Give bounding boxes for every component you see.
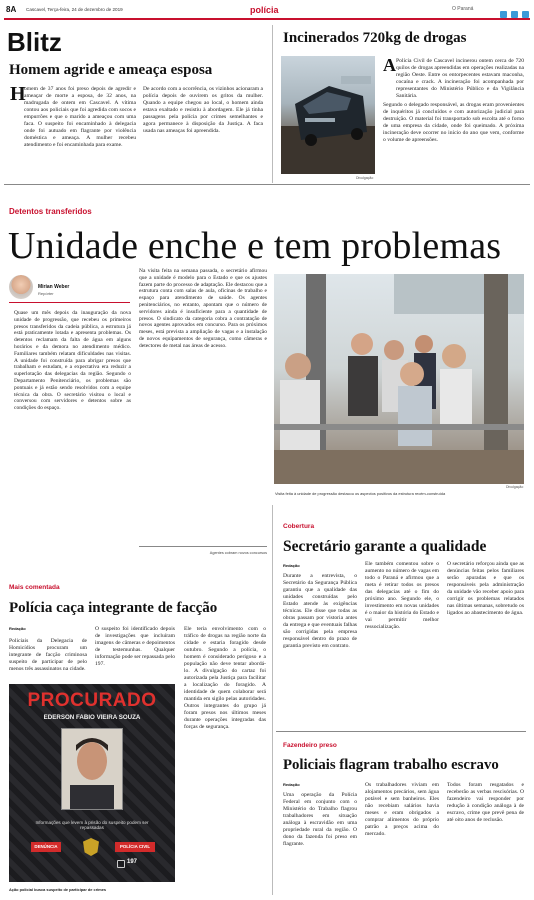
facebook-icon	[500, 11, 507, 18]
visit-group-image	[274, 274, 524, 484]
social-icons	[500, 5, 530, 12]
unidade-photo	[274, 274, 524, 484]
suspect-face-image	[62, 729, 122, 809]
blitz-section-title: Blitz	[7, 27, 62, 57]
page-number: 8A	[6, 5, 17, 14]
author-rule	[9, 302, 130, 303]
author-role: Repórter	[38, 291, 54, 296]
police-car-image	[281, 56, 375, 174]
instagram-icon	[522, 11, 529, 18]
incinerados-photo	[281, 56, 375, 174]
incinerados-col1: Polícia Civil de Cascavel incinerou ontem cerca de 720 quilos de drogas apreendidas em operações realizadas na região Oeste. Entre os entorpecentes estavam maconha, cocaína e crack. A incineração foi acompanhada por representantes do Ministério Público e da Vigilância Sanitária.	[396, 58, 524, 98]
section-divider	[276, 731, 526, 732]
incinerados-headline: Incinerados 720kg de drogas	[283, 30, 467, 46]
blitz-drop-cap: H	[10, 83, 26, 105]
blitz-col1: omem de 37 anos foi preso depois de agredir e ameaçar de morte a esposa, de 32 anos, na madrugada de ontem em Cascavel. A vítima contou aos policiais que foi agredida com socos e empurrões e que o marido a ameaçou com uma faca. O suspeito foi encaminhado à delegacia onde foi autuado em flagrante por violência doméstica e ameaça. A mulher recebeu atendimento e foi encaminhada para exame.	[24, 86, 136, 148]
paper-name: O Paraná	[452, 6, 474, 12]
incinerados-photo-credit: Divulgação	[356, 176, 374, 180]
unidade-headline: Unidade enche e tem problemas	[8, 225, 502, 267]
column-divider	[272, 505, 273, 895]
phone-icon	[117, 860, 125, 868]
sidebar-rule	[139, 546, 267, 547]
author-avatar	[9, 275, 33, 299]
secretario-kicker: Cobertura	[283, 523, 315, 530]
poster-phone: 197	[127, 859, 138, 865]
secretario-byline: Redação	[283, 563, 300, 568]
blitz-headline: Homem agride e ameaça esposa	[9, 62, 213, 78]
unidade-photo-credit: Divulgação	[506, 485, 524, 489]
secretario-headline: Secretário garante a qualidade	[283, 538, 487, 555]
fazendeiro-headline: Policiais flagram trabalho escravo	[283, 757, 499, 773]
fazendeiro-col1: Uma operação da Polícia Federal em conjunto com o Ministério do Trabalho flagrou trabalhadores em situação análoga à escravidão em uma propriedade rural da região. O dono da fazenda foi preso em flagrante.	[283, 792, 357, 847]
unidade-kicker: Detentos transferidos	[9, 207, 92, 216]
incinerados-drop-cap: A	[383, 55, 396, 75]
date-line: Cascavel, Terça-feira, 24 de dezembro de 2019	[26, 7, 123, 12]
fazendeiro-col3: Todos foram resgatados e receberão as verbas rescisórias. O fazendeiro vai responder por redução à condição análoga à de escravo, crime que prevê pena de até oito anos de reclusão.	[447, 782, 524, 823]
fazendeiro-kicker: Fazendeiro preso	[283, 742, 337, 749]
author-name: Mirian Weber	[38, 284, 70, 290]
policia-col3: Ele teria envolvimento com o tráfico de drogas na região norte da cidade e estaria foragido desde outubro. Segundo a polícia, o homem é considerado perigoso e a população não deve tentar abordá-lo. A divulgação do cartaz foi autorizada pela Justiça para facilitar a localização do foragido. A identidade de quem colaborar será mantida em sigilo pelas autoridades. Outros integrantes do grupo já foram presos nos últimos meses durante operações integradas das forças de segurança.	[184, 626, 266, 730]
poster-badge-left: DENÚNCIA	[31, 842, 61, 852]
header-rule	[4, 18, 530, 20]
suspect-photo	[61, 728, 123, 810]
twitter-icon	[511, 11, 518, 18]
unidade-sidebar-caption: Agentes cobram novos concursos	[209, 551, 267, 555]
poster-footer: Informações que levem à prisão do suspeito podem ser repassadas	[35, 820, 149, 830]
blitz-col2: De acordo com a ocorrência, os vizinhos acionaram a polícia depois de ouvirem os gritos da mulher. Quando a equipe chegou ao local, o homem ainda estava exaltado e resistiu à abordagem. Ele já tinha passagens pela polícia por crimes semelhantes e agora permanece à disposição da Justiça. A faca usada nas ameaças foi apreendida.	[143, 86, 263, 134]
incinerados-col2: Segundo o delegado responsável, as drogas eram provenientes de inquéritos já concluídos e com autorização judicial para destruição. O material foi transportado sob escolta até o forno de uma empresa da cidade, onde foi queimado. A próxima incineração deve ocorrer no início do ano que vem, conforme o volume de apreensões.	[383, 102, 524, 143]
poster-title: PROCURADO	[27, 690, 157, 711]
section-label: polícia	[250, 5, 279, 15]
policia-headline: Polícia caça integrante de facção	[9, 600, 218, 616]
secretario-col2: Ele também comentou sobre o aumento no número de vagas em todo o Paraná e afirmou que a meta é retirar todos os presos das delegacias até o fim do próximo ano. Segundo ele, o investimento em novas unidades é o maior da história do Estado e vai permitir melhor ressocialização.	[365, 561, 439, 630]
section-divider	[4, 184, 530, 185]
policia-col2: O suspeito foi identificado depois de investigações que incluíram imagens de câmeras e depoimentos de testemunhas. Qualquer informação pode ser repassada pelo 197.	[95, 626, 175, 667]
fazendeiro-byline: Redação	[283, 782, 300, 787]
policia-kicker: Mais comentada	[9, 584, 60, 591]
column-divider	[272, 25, 273, 183]
secretario-col3: O secretário reforçou ainda que as denúncias feitas pelos familiares serão apuradas e que os responsáveis pela administração da unidade vão receber apoio para corrigir os problemas relatados nas últimas semanas, sobretudo os ligados ao abastecimento de água.	[447, 561, 524, 616]
secretario-col1: Durante a entrevista, o Secretário da Segurança Pública garantiu que a qualidade das unidades construídas pelo Estado atende às exigências técnicas. Ele disse que todas as obras passam por vistoria antes da entrega e que eventuais falhas são corrigidas pela empresa responsável dentro do prazo de garantia previsto em contrato.	[283, 573, 357, 649]
unidade-col2: Na visita feita na semana passada, o secretário afirmou que a unidade é modelo para o Estado e que os ajustes fazem parte do processo de adaptação. Ele destacou que a estrutura conta com salas de aula, oficinas de trabalho e espaço para atendimento de saúde. Os agentes penitenciários, no entanto, apontam que o número de servidores ainda é insuficiente para a quantidade de presos. O sindicato da categoria cobra a contratação de novos agentes aprovados em concurso. Para os próximos meses, está prevista a ampliação de vagas e a instalação de novos equipamentos de segurança, como câmeras e detectores de metal nas áreas de acesso.	[139, 268, 267, 349]
poster-badge-right: POLÍCIA CIVIL	[115, 842, 155, 852]
poster-name: EDERSON FABIO VIEIRA SOUZA	[43, 714, 141, 721]
fazendeiro-col2: Os trabalhadores viviam em alojamentos precários, sem água potável e sem banheiros. Eles não recebiam salários havia meses e eram obrigados a comprar alimentos do próprio patrão a preços acima do mercado.	[365, 782, 439, 837]
unidade-col1: Quase um mês depois da inauguração da nova unidade de progressão, que recebeu os primeiros presos transferidos da cadeia pública, a estrutura já está praticamente lotada e apresenta problemas. Os detentos reclamam da falta de água em alguns horários e da demora no atendimento médico. Familiares também relatam dificuldades nas visitas. A unidade foi construída para abrigar presos que trabalham e estudam, e a expectativa era reduzir a superlotação das delegacias da região. Segundo o Departamento Penitenciário, os problemas são pontuais e já estão sendo resolvidos com a equipe técnica da obra. O secretário visitou o local e conversou com servidores e detentos sobre as condições do espaço.	[14, 310, 131, 412]
policia-byline: Redação	[9, 626, 26, 631]
unidade-photo-caption: Visita feita à unidade de progressão destacou os aspectos positivos da estrutura recém-construída	[275, 491, 446, 496]
policia-col1: Policiais da Delegacia de Homicídios procuram um integrante de facção criminosa suspeito de participar de pelo menos três assassinatos na cidade.	[9, 638, 87, 672]
policia-caption: Ação policial busca suspeito de participar de crimes	[9, 887, 107, 892]
wanted-poster	[9, 684, 175, 882]
